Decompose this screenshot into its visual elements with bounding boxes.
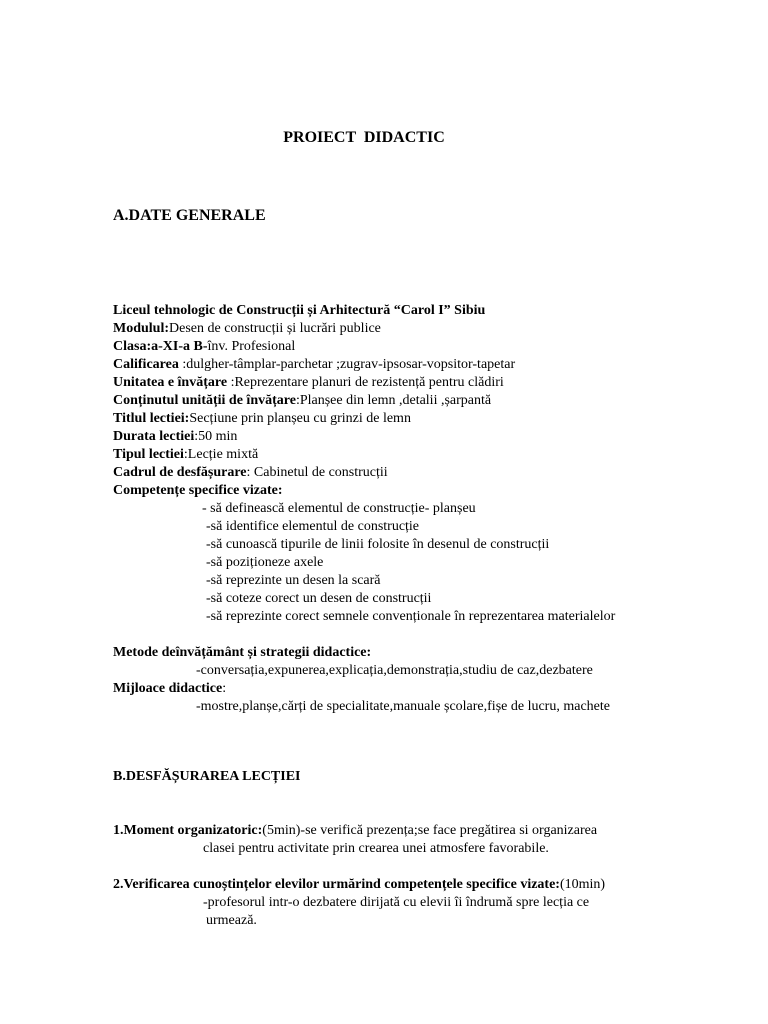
- moment-organizatoric-cont: clasei pentru activitate prin crearea unei atmosfere favorabile.: [203, 841, 549, 856]
- verificarea-value: -profesorul intr-o dezbatere dirijată cu elevii îi îndrumă spre lecția ce: [203, 895, 590, 910]
- field-clasa: [113, 338, 295, 356]
- step-label: 1.Moment organizatoric:: [113, 823, 263, 838]
- field-value: : Cabinetul de construcții: [246, 465, 388, 480]
- field-titlul: [113, 410, 411, 428]
- competenta-item: -să cunoască tipurile de linii folosite în desenul de construcții: [206, 537, 550, 552]
- section-b-heading: B.DESFĂȘURAREA LECȚIEI: [113, 769, 301, 784]
- field-label: Tipul lectiei: [113, 447, 184, 462]
- step-time: (10min): [559, 877, 606, 892]
- field-modul: [113, 320, 381, 338]
- verificarea-cunostintelor: [113, 876, 605, 894]
- step-value: (5min)-se verifică prezența;se face pregătirea si organizarea: [262, 823, 598, 838]
- field-durata: [113, 428, 237, 446]
- field-label: Titlul lectiei:: [113, 411, 190, 426]
- verificarea-value-cont: urmează.: [206, 913, 257, 928]
- field-value: înv. Profesional: [207, 339, 296, 354]
- field-continutul: [113, 392, 491, 410]
- competenta-item: -să identifice elementul de construcție: [206, 519, 420, 534]
- field-tipul: [113, 446, 258, 464]
- competenta-item: -să poziționeze axele: [206, 555, 324, 570]
- field-cadrul: [113, 464, 388, 482]
- competenta-item: - să definească elementul de construcție- planșeu: [202, 501, 476, 516]
- field-label: Calificarea: [113, 357, 179, 372]
- field-value: :Reprezentare planuri de rezistență pentru clădiri: [227, 375, 504, 390]
- field-value: :50 min: [194, 429, 238, 444]
- metode-value: -conversația,expunerea,explicația,demonstrația,studiu de caz,dezbatere: [196, 663, 593, 678]
- field-label: Mijloace didactice: [113, 681, 223, 696]
- competenta-item: -să coteze corect un desen de construcții: [206, 591, 432, 606]
- field-label: Conținutul unității de învățare: [113, 393, 296, 408]
- field-colon: :: [222, 681, 227, 696]
- field-label: Cadrul de desfășurare: [113, 465, 247, 480]
- moment-organizatoric: [113, 822, 597, 840]
- page-title: PROIECT DIDACTIC: [283, 129, 445, 146]
- mijloace-value: -mostre,planșe,cărți de specialitate,manuale școlare,fișe de lucru, machete: [196, 699, 610, 714]
- school-name: Liceul tehnologic de Construcții și Arhitectură “Carol I” Sibiu: [113, 303, 486, 318]
- field-label: Modulul:: [113, 321, 170, 336]
- field-unitatea: [113, 374, 504, 392]
- field-label: Clasa:a-XI-a B-: [113, 339, 208, 354]
- competenta-item: -să reprezinte corect semnele convenționale în reprezentarea materialelor: [206, 609, 616, 624]
- field-value: Secțiune prin planșeu cu grinzi de lemn: [189, 411, 411, 426]
- mijloace-label: [113, 680, 226, 698]
- competenta-item: -să reprezinte un desen la scară: [206, 573, 381, 588]
- step-label: 2.Verificarea cunoștințelor elevilor urmărind competențele specifice vizate:: [113, 877, 560, 892]
- field-value: :dulgher-tâmplar-parchetar ;zugrav-ipsosar-vopsitor-tapetar: [178, 357, 516, 372]
- field-value: :Lecție mixtă: [183, 447, 259, 462]
- field-value: :Planșee din lemn ,detalii ,șarpantă: [295, 393, 492, 408]
- section-a-heading: A.DATE GENERALE: [113, 207, 266, 224]
- field-label: Durata lectiei: [113, 429, 195, 444]
- field-label: Unitatea e învățare: [113, 375, 228, 390]
- competente-label: Competențe specifice vizate:: [113, 483, 283, 498]
- field-value: Desen de construcții și lucrări publice: [169, 321, 381, 336]
- field-calificarea: [113, 356, 515, 374]
- metode-label: Metode deînvățământ și strategii didactice:: [113, 645, 372, 660]
